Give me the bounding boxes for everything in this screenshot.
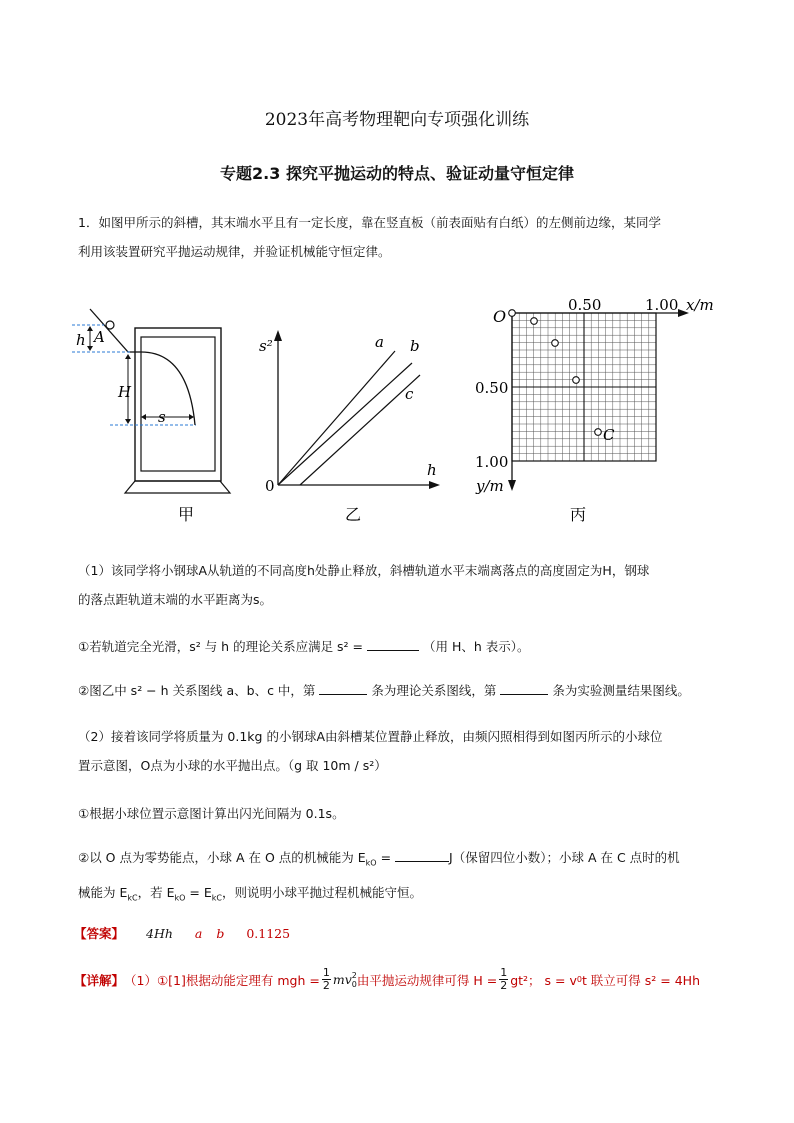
- answer-blank-1[interactable]: [367, 638, 419, 651]
- part-1: [78, 556, 728, 614]
- detail-text-c: 由平抛运动规律可得 H =: [356, 972, 498, 988]
- part1-line-2: 的落点距轨道末端的水平距离为s。: [78, 592, 273, 607]
- point-C: [595, 429, 602, 436]
- q4-line2-c: = E: [185, 884, 212, 900]
- caption-yi: 乙: [345, 505, 362, 524]
- frac1-den: 2: [322, 979, 330, 992]
- part2-line-1: （2）接着该同学将质量为 0.1kg 的小钢球A由斜槽某位置静止释放，由频闪照相得到如图丙所示的小球位: [78, 729, 663, 744]
- ball-icon: [106, 321, 114, 329]
- question-1: [78, 632, 728, 661]
- x-axis-arrow: [429, 481, 440, 489]
- q4-line2-b: ，若 E: [137, 884, 175, 900]
- intro-line-1: 1．如图甲所示的斜槽，其末端水平且有一定长度，靠在竖直板（前表面贴有白纸）的左侧前边缘，某同学: [78, 215, 661, 230]
- y-axis-arrow: [508, 480, 516, 491]
- q4-line2-d: ，则说明小球平抛过程机械能守恒。: [221, 884, 422, 900]
- q1-text-b: （用 H、h 表示）。: [423, 639, 530, 654]
- label-s2: s²: [259, 337, 273, 355]
- part-2: [78, 722, 728, 780]
- detail-text-b: mv: [332, 972, 352, 987]
- label-y050: 0.50: [475, 379, 509, 397]
- label-h-axis: h: [427, 461, 437, 479]
- mv-sup: 2: [351, 970, 357, 980]
- answer-section: [74, 924, 290, 942]
- intro-line-2: 利用该装置研究平抛运动规律，并验证机械能守恒定律。: [78, 244, 391, 259]
- q4-sub: kO: [365, 858, 377, 868]
- answer-blank-4[interactable]: [395, 849, 449, 862]
- q1-text-a: ①若轨道完全光滑，s² 与 h 的理论关系应满足 s² =: [78, 639, 364, 654]
- answer-label: 【答案】: [74, 926, 125, 941]
- q4-text-c: J（保留四位小数）；小球 A 在 C 点时的机: [449, 850, 680, 865]
- label-O: O: [493, 307, 507, 326]
- h-arrowhead-down: [87, 346, 93, 351]
- white-paper: [141, 337, 215, 471]
- q2-text-b: 条为理论关系图线，第: [371, 683, 497, 698]
- q4-text-a: ②以 O 点为零势能点，小球 A 在 O 点的机械能为 E: [78, 850, 366, 865]
- fraction-2: [499, 967, 508, 992]
- answer-3: b: [216, 926, 225, 941]
- y-axis-arrow: [274, 330, 282, 341]
- q4-line2-sub3: kC: [211, 893, 222, 902]
- label-yunit: y/m: [476, 477, 504, 495]
- board-base: [125, 481, 230, 493]
- point-3: [573, 377, 580, 384]
- part2-line-2: 置示意图，O点为小球的水平抛出点。（g 取 10m / s²）: [78, 758, 387, 773]
- frac2-den: 2: [500, 979, 508, 992]
- detail-text-a: （1）①[1]根据动能定理有 mgh =: [124, 972, 320, 988]
- label-a: a: [375, 333, 384, 351]
- point-2: [552, 340, 559, 347]
- label-x100: 1.00: [645, 296, 679, 314]
- H-arrowhead-down: [125, 419, 131, 424]
- answer-4: 0.1125: [246, 926, 291, 941]
- mv-sub: 0: [351, 979, 357, 989]
- label-A: A: [94, 328, 105, 346]
- label-b: b: [410, 337, 420, 355]
- label-origin: 0: [265, 477, 275, 495]
- figure-yi: [255, 305, 450, 535]
- v0-sub: 0: [576, 975, 582, 984]
- detail-label: 【详解】: [74, 972, 125, 988]
- label-H: H: [118, 383, 132, 401]
- s-arrowhead-left: [141, 414, 146, 420]
- question-4: [78, 843, 728, 912]
- frac2-num: 1: [500, 966, 508, 979]
- q4-line-1: [78, 843, 728, 878]
- question-intro: [78, 208, 728, 266]
- page-title: 2023年高考物理靶向专项强化训练: [264, 110, 530, 130]
- label-x050: 0.50: [568, 296, 602, 314]
- q4-text-b: =: [376, 850, 392, 865]
- figure-jia: [70, 305, 250, 535]
- label-s: s: [158, 408, 166, 426]
- answer-1: 4Hh: [146, 926, 173, 941]
- h-arrowhead-up: [87, 326, 93, 331]
- answer-blank-3[interactable]: [500, 682, 548, 695]
- point-O: [509, 310, 516, 317]
- label-xunit: x/m: [686, 296, 714, 314]
- q4-line2-sub2: kO: [174, 893, 186, 902]
- vertical-board: [135, 328, 221, 481]
- page-subtitle: 专题2.3 探究平抛运动的特点、验证动量守恒定律: [220, 164, 574, 183]
- label-y100: 1.00: [475, 453, 509, 471]
- label-h: h: [76, 331, 86, 349]
- figure-bing: [468, 290, 728, 535]
- detail-text-e: t 联立可得 s² = 4Hh: [581, 972, 701, 988]
- frac1-num: 1: [322, 966, 330, 979]
- detail-section: [74, 967, 700, 992]
- part1-line-1: （1）该同学将小钢球A从轨道的不同高度h处静止释放，斜槽轨道水平末端离落点的高度固定为H，钢球: [78, 563, 650, 578]
- label-C: C: [603, 426, 615, 444]
- caption-jia: 甲: [178, 505, 195, 524]
- caption-bing: 丙: [570, 505, 587, 524]
- label-c: c: [405, 385, 414, 403]
- line-a: [278, 351, 395, 485]
- answer-blank-2[interactable]: [319, 682, 367, 695]
- q4-line2-a: 械能为 E: [78, 884, 128, 900]
- fraction-1: [322, 967, 331, 992]
- q2-text-c: 条为实验测量结果图线。: [552, 683, 690, 698]
- question-2: [78, 676, 728, 705]
- q4-line-2: [78, 878, 728, 913]
- q4-line2-sub1: kC: [127, 893, 138, 902]
- q2-text-a: ②图乙中 s² − h 关系图线 a、b、c 中，第: [78, 683, 316, 698]
- trajectory-curve: [140, 352, 195, 425]
- line-b: [278, 363, 412, 485]
- point-1: [531, 318, 538, 325]
- H-arrowhead-up: [125, 354, 131, 359]
- detail-text-d: gt²； s = v: [510, 972, 577, 988]
- question-3: ①根据小球位置示意图计算出闪光间隔为 0.1s。: [78, 806, 345, 821]
- answer-2: a: [194, 926, 203, 941]
